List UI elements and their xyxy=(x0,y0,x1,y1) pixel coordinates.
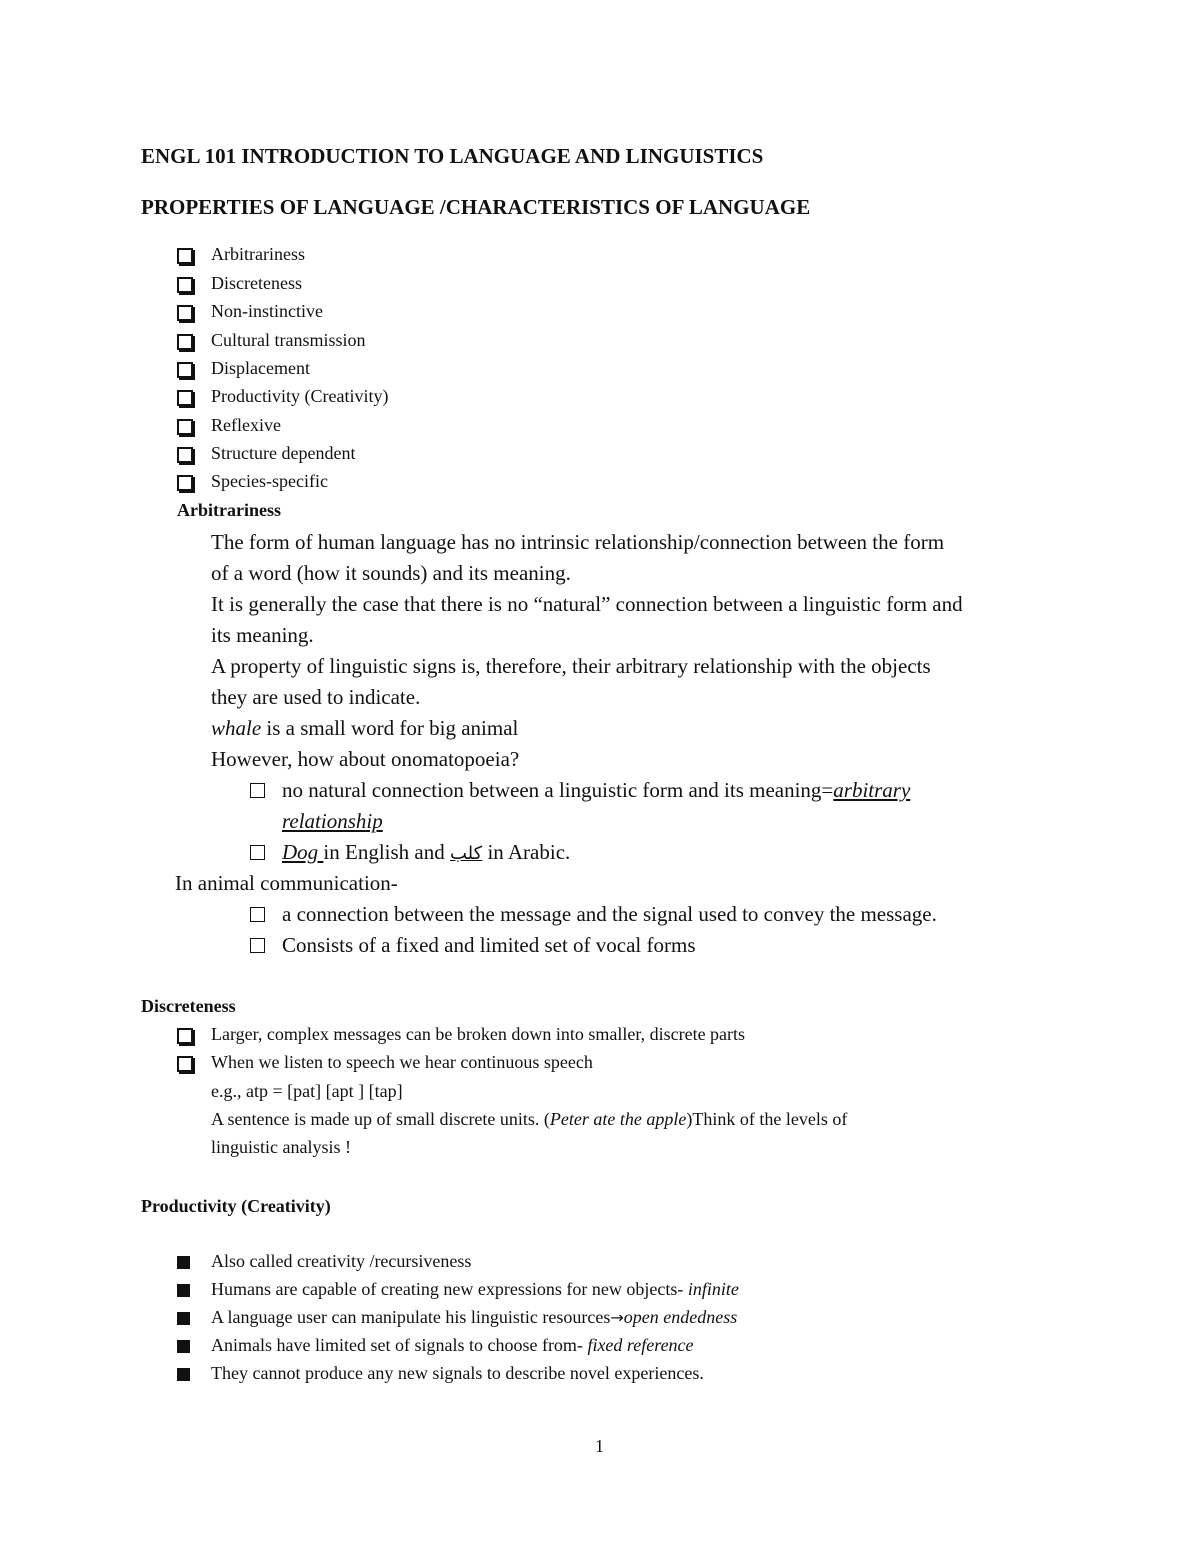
arrow-right-icon: → xyxy=(610,1308,624,1327)
page-number: 1 xyxy=(595,1436,604,1456)
animal-point: a connection between the message and the signal used to convey the message. xyxy=(282,902,937,926)
paragraph-line: of a word (how it sounds) and its meaning. xyxy=(211,561,571,585)
list-item: Also called creativity /recursiveness xyxy=(211,1251,472,1271)
whale-word: whale xyxy=(211,716,262,740)
discreteness-sentence-cont: linguistic analysis ! xyxy=(211,1137,351,1157)
square-bullet-icon xyxy=(177,1368,190,1381)
dog-mid-text: in English and xyxy=(323,840,450,864)
list-item: Species-specific xyxy=(211,471,328,491)
sentence-example: Peter ate the apple xyxy=(549,1109,687,1129)
paragraph-line: The form of human language has no intrinsic relationship/connection between the form xyxy=(211,530,945,554)
list-item: They cannot produce any new signals to describe novel experiences. xyxy=(211,1363,704,1383)
item-term: fixed reference xyxy=(587,1335,694,1355)
checkbox-bullet-icon xyxy=(177,334,193,350)
section-heading-productivity: Productivity (Creativity) xyxy=(141,1196,331,1216)
bullet-text: no natural connection between a linguistic form and its meaning= xyxy=(282,778,834,802)
animal-point: Consists of a fixed and limited set of vocal forms xyxy=(282,933,696,957)
item-term: infinite xyxy=(687,1279,739,1299)
empty-box-bullet-icon xyxy=(250,783,265,798)
item-text: Humans are capable of creating new expressions for new objects- xyxy=(211,1279,688,1299)
discreteness-example: e.g., atp = [pat] [apt ] [tap] xyxy=(211,1081,403,1101)
list-item: Non-instinctive xyxy=(211,301,323,321)
discreteness-sentence xyxy=(211,1109,847,1130)
checkbox-bullet-icon xyxy=(177,305,193,321)
square-bullet-icon xyxy=(177,1340,190,1353)
item-text: Animals have limited set of signals to choose from- xyxy=(211,1335,588,1355)
empty-box-bullet-icon xyxy=(250,845,265,860)
square-bullet-icon xyxy=(177,1284,190,1297)
checkbox-bullet-icon xyxy=(177,362,193,378)
paragraph-line: It is generally the case that there is no “natural” connection between a linguistic form and xyxy=(211,592,963,616)
list-item: Arbitrariness xyxy=(211,244,305,264)
list-item xyxy=(211,1279,739,1300)
square-bullet-icon xyxy=(177,1312,190,1325)
list-item: When we listen to speech we hear continuous speech xyxy=(211,1052,593,1072)
animal-communication-heading: In animal communication- xyxy=(175,871,398,895)
item-term: open endedness xyxy=(623,1307,738,1327)
checkbox-bullet-icon xyxy=(177,419,193,435)
whale-rest: is a small word for big animal xyxy=(261,716,519,740)
checkbox-bullet-icon xyxy=(177,475,193,491)
sentence-part: A sentence is made up of small discrete units. ( xyxy=(211,1109,550,1129)
list-item: Cultural transmission xyxy=(211,330,366,350)
section-subtitle: PROPERTIES OF LANGUAGE /CHARACTERISTICS OF LANGUAGE xyxy=(141,195,811,219)
list-item: Displacement xyxy=(211,358,310,378)
checkbox-bullet-icon xyxy=(177,390,193,406)
dog-end-text: in Arabic. xyxy=(482,840,571,864)
list-item xyxy=(211,1335,694,1356)
checkbox-bullet-icon xyxy=(177,447,193,463)
checkbox-bullet-icon xyxy=(177,1056,193,1072)
section-heading-discreteness: Discreteness xyxy=(141,996,236,1016)
section-heading-arbitrariness: Arbitrariness xyxy=(177,500,281,520)
empty-box-bullet-icon xyxy=(250,938,265,953)
bullet-no-natural-connection xyxy=(282,778,910,803)
arbitrary-term: arbitrary xyxy=(833,778,911,802)
paragraph-line: its meaning. xyxy=(211,623,314,647)
document-title: ENGL 101 INTRODUCTION TO LANGUAGE AND LINGUISTICS xyxy=(141,144,764,168)
checkbox-bullet-icon xyxy=(177,277,193,293)
empty-box-bullet-icon xyxy=(250,907,265,922)
checkbox-bullet-icon xyxy=(177,1028,193,1044)
relationship-term: relationship xyxy=(282,809,383,833)
dog-word: Dog xyxy=(282,840,324,864)
square-bullet-icon xyxy=(177,1256,190,1269)
list-item: Structure dependent xyxy=(211,443,356,463)
item-text: A language user can manipulate his linguistic resources xyxy=(211,1307,611,1327)
arabic-word: كلب xyxy=(450,843,483,864)
paragraph-line: they are used to indicate. xyxy=(211,685,421,709)
list-item xyxy=(211,1307,737,1328)
list-item: Productivity (Creativity) xyxy=(211,386,389,406)
onomatopoeia-question: However, how about onomatopoeia? xyxy=(211,747,520,771)
list-item: Discreteness xyxy=(211,273,302,293)
list-item: Larger, complex messages can be broken down into smaller, discrete parts xyxy=(211,1024,746,1044)
checkbox-bullet-icon xyxy=(177,248,193,264)
sentence-part: )Think of the levels of xyxy=(686,1109,848,1129)
list-item: Reflexive xyxy=(211,415,281,435)
whale-example xyxy=(211,716,518,741)
paragraph-line: A property of linguistic signs is, therefore, their arbitrary relationship with the objects xyxy=(211,654,931,678)
bullet-dog-example xyxy=(282,840,570,865)
